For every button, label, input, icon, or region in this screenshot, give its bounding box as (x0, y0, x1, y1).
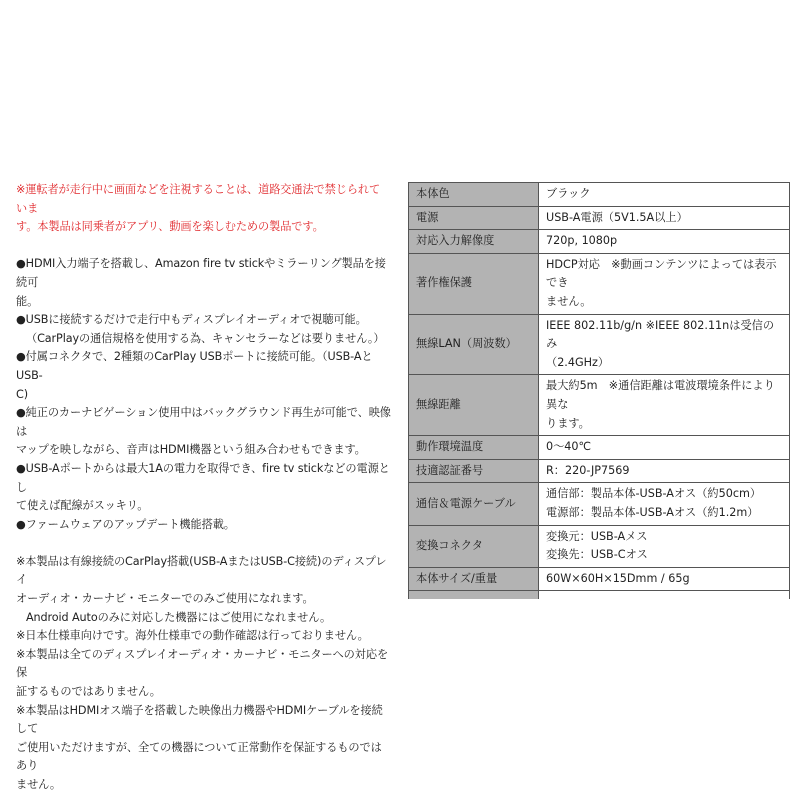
note-text: ※本製品はHDMIオス端子を搭載した映像出力機器やHDMIケーブルを接続して (16, 703, 383, 736)
spec-value (539, 230, 790, 254)
notes-list (16, 553, 391, 795)
spec-row (409, 230, 790, 254)
spec-row (409, 314, 790, 375)
feature-item (16, 255, 391, 311)
note-text: ※日本仕様車向けです。海外仕様車での動作確認は行っておりません。 (16, 629, 369, 643)
note-text: オーディオ・カーナビ・モニターでのみご使用になれます。 (16, 592, 314, 606)
spec-label: 技適認証番号 (409, 459, 539, 483)
feature-subnote (16, 330, 391, 349)
note-item (16, 702, 391, 795)
note-item (16, 553, 391, 609)
spec-value-line: 720p, 1080p (546, 234, 618, 248)
spec-row (409, 567, 790, 591)
note-item (16, 609, 391, 628)
spec-value-line: 変換先：USB-Cオス (546, 548, 648, 562)
spec-label-empty (409, 591, 539, 600)
feature-item (16, 348, 391, 404)
feature-item (16, 404, 391, 460)
spec-value (539, 314, 790, 375)
spec-value-line: 60W×60H×15Dmm / 65g (546, 571, 690, 585)
spec-value-line: 電源部：製品本体-USB-Aオス（約1.2m） (546, 505, 759, 519)
spacer (16, 534, 391, 553)
note-text: ご使用いただけますが、全ての機器について正常動作を保証するものではあり (16, 740, 382, 773)
spec-value-line: 最大約5m ※通信距離は電波環境条件により異な (546, 379, 775, 411)
feature-text: （CarPlayの通信規格を使用する為、キャンセラーなどは要りません。） (26, 331, 385, 345)
spec-value-line: 変換元：USB-Aメス (546, 529, 648, 543)
spec-label: 通信＆電源ケーブル (409, 483, 539, 525)
feature-text: ●純正のカーナビゲーション使用中はバックグラウンド再生が可能で、映像は (16, 406, 391, 438)
spec-value (539, 206, 790, 230)
feature-text: 能。 (16, 294, 39, 308)
spec-value (539, 459, 790, 483)
note-text: Android Autoのみに対応した機器にはご使用になれません。 (26, 610, 332, 624)
spec-row (409, 436, 790, 460)
spec-value (539, 253, 790, 314)
feature-text: て使えば配線がスッキリ。 (16, 499, 149, 513)
spec-row (409, 483, 790, 525)
spec-value (539, 483, 790, 525)
feature-text: ●USB-Aポートからは最大1Aの電力を取得でき、fire tv stickなどの電源とし (16, 461, 390, 494)
spec-label: 無線距離 (409, 375, 539, 436)
warning-line: ※運転者が走行中に画面などを注視することは、道路交通法で禁じられていま (16, 183, 381, 215)
feature-text: マップを映しながら、音声はHDMI機器という組み合わせもできます。 (16, 443, 366, 457)
spec-table (408, 182, 790, 599)
spec-value-line: ブラック (546, 187, 591, 200)
feature-item (16, 311, 391, 330)
spec-label: 無線LAN（周波数） (409, 314, 539, 375)
spec-label: 対応入力解像度 (409, 230, 539, 254)
spec-label: 変換コネクタ (409, 525, 539, 567)
feature-text: ●HDMI入力端子を搭載し、Amazon fire tv stickやミラーリング製品を接続可 (16, 257, 386, 289)
spec-label: 著作権保護 (409, 253, 539, 314)
feature-text: ●USBに接続するだけで走行中もディスプレイオーディオで視聴可能。 (16, 313, 367, 327)
spec-row (409, 206, 790, 230)
note-text: ※本製品は全てのディスプレイオーディオ・カーナビ・モニターへの対応を保 (16, 647, 389, 680)
spec-label: 電源 (409, 206, 539, 230)
product-description (16, 181, 391, 795)
spec-label: 動作環境温度 (409, 436, 539, 460)
spec-label: 本体サイズ/重量 (409, 567, 539, 591)
spec-value-line: HDCP対応 ※動画コンテンツによっては表示でき (546, 257, 777, 290)
feature-list (16, 255, 391, 534)
note-text: ※本製品は有線接続のCarPlay搭載(USB-AまたはUSB-C接続)のディスプレイ (16, 554, 387, 587)
feature-text: C) (16, 387, 28, 401)
spec-value-line: USB-A電源（5V1.5A以上） (546, 210, 688, 224)
note-text: ません。 (16, 778, 62, 791)
spec-value-empty (539, 591, 790, 600)
spec-value-line: 0～40℃ (546, 440, 592, 454)
spec-value-line: R：220-JP7569 (546, 463, 630, 477)
spec-value (539, 436, 790, 460)
feature-item (16, 460, 391, 516)
spec-row (409, 459, 790, 483)
spec-value (539, 375, 790, 436)
spec-value (539, 183, 790, 207)
note-item (16, 627, 391, 646)
spec-value (539, 567, 790, 591)
spec-table-tail (409, 591, 790, 600)
spec-value-line: ません。 (546, 294, 592, 308)
feature-text: ●ファームウェアのアップデート機能搭載。 (16, 517, 235, 531)
spec-value-line: IEEE 802.11b/g/n ※IEEE 802.11nは受信のみ (546, 318, 775, 351)
note-item (16, 646, 391, 702)
driving-warning (16, 181, 391, 237)
feature-item (16, 516, 391, 535)
spec-value (539, 525, 790, 567)
spec-row (409, 253, 790, 314)
spec-label: 本体色 (409, 183, 539, 207)
spec-value-line: 通信部：製品本体-USB-Aオス（約50cm） (546, 487, 762, 501)
warning-line: す。本製品は同乗者がアプリ、動画を楽しむための製品です。 (16, 220, 324, 234)
spec-value-line: ります。 (546, 416, 590, 430)
feature-text: ●付属コネクタで、2種類のCarPlay USBポートに接続可能。（USB-AとUSB- (16, 350, 373, 382)
spec-row (409, 375, 790, 436)
spec-row (409, 525, 790, 567)
spec-row (409, 183, 790, 207)
spec-value-line: （2.4GHz） (546, 355, 610, 369)
note-text: 証するものではありません。 (16, 685, 161, 699)
